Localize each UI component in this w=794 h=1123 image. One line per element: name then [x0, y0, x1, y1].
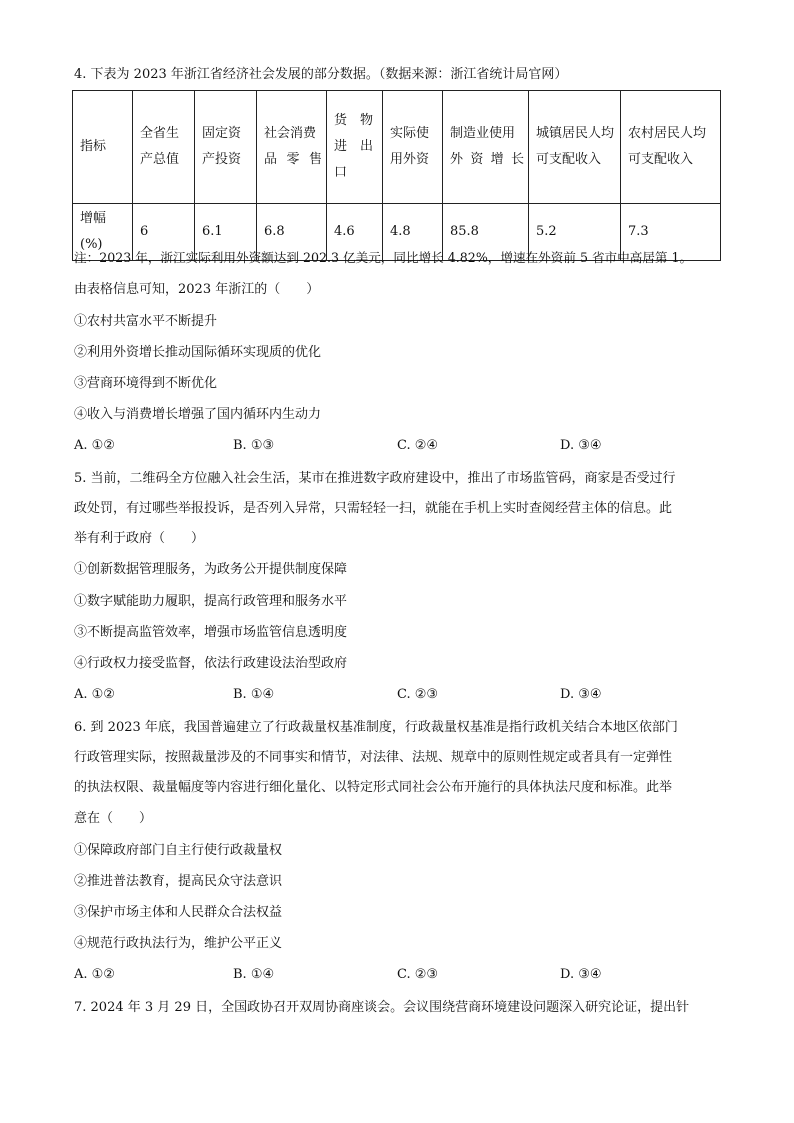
option-a[interactable]: A. ①② [74, 687, 115, 702]
option-d[interactable]: D. ③④ [560, 687, 602, 702]
q5-item-3: ③不断提高监管效率，增强市场监管信息透明度 [74, 625, 348, 640]
economic-data-table [72, 90, 721, 261]
header-cell: 社会消费品零售 [257, 91, 327, 204]
q5-options [74, 686, 724, 704]
q5-item-4: ④行政权力接受监督，依法行政建设法治型政府 [74, 656, 348, 671]
table-cell: 增幅(%) [73, 204, 133, 261]
header-cell: 货 物进 出口 [327, 91, 383, 204]
q4-options [74, 437, 724, 455]
q5-stem-line-1: 5. 当前，二维码全方位融入社会生活，某市在推进数字政府建设中，推出了市场监管码，商家是否受过行 [74, 471, 676, 486]
q4-note: 注：2023 年，浙江实际利用外资额达到 202.3 亿美元，同比增长 4.82%，增速在外资前 5 省市中高居第 1。 [74, 250, 693, 265]
q5-item-1: ①创新数据管理服务，为政务公开提供制度保障 [74, 562, 348, 577]
option-b[interactable]: B. ①④ [233, 967, 275, 982]
table-cell: 5.2 [529, 204, 621, 261]
table-cell: 4.6 [327, 204, 383, 261]
option-c[interactable]: C. ②③ [397, 687, 439, 702]
table-cell: 6.1 [195, 204, 257, 261]
option-c[interactable]: C. ②④ [397, 438, 439, 453]
q7-stem-line-1: 7. 2024 年 3 月 29 日，全国政协召开双周协商座谈会。会议围绕营商环境建设问题深入研究论证，提出针 [74, 1000, 690, 1015]
table-cell: 6.8 [257, 204, 327, 261]
option-d[interactable]: D. ③④ [560, 967, 602, 982]
q5-stem-line-3: 举有利于政府（ ） [74, 531, 205, 546]
q4-item-3: ③营商环境得到不断优化 [74, 376, 218, 391]
table-cell: 6 [133, 204, 195, 261]
q5-item-2: ①数字赋能助力履职，提高行政管理和服务水平 [74, 594, 348, 609]
q6-item-4: ④规范行政执法行为，维护公平正义 [74, 936, 283, 951]
header-cell: 城镇居民人均可支配收入 [529, 91, 621, 204]
q6-stem-line-2: 行政管理实际，按照裁量涉及的不同事实和情节，对法律、法规、规章中的原则性规定或者具有一定弹性 [74, 750, 673, 765]
q6-stem-line-3: 的执法权限、裁量幅度等内容进行细化量化、以特定形式同社会公布开施行的具体执法尺度和标准。此举 [74, 780, 673, 795]
q4-item-1: ①农村共富水平不断提升 [74, 314, 218, 329]
header-cell: 全省生产总值 [133, 91, 195, 204]
q4-item-2: ②利用外资增长推动国际循环实现质的优化 [74, 345, 322, 360]
header-cell: 制造业使用外资增长 [443, 91, 529, 204]
table-header-row [73, 91, 721, 204]
option-d[interactable]: D. ③④ [560, 438, 602, 453]
q4-question: 由表格信息可知，2023 年浙江的（ ） [74, 282, 320, 297]
option-a[interactable]: A. ①② [74, 967, 115, 982]
option-b[interactable]: B. ①③ [233, 438, 275, 453]
q6-item-1: ①保障政府部门自主行使行政裁量权 [74, 843, 283, 858]
option-a[interactable]: A. ①② [74, 438, 115, 453]
table-cell: 85.8 [443, 204, 529, 261]
header-cell: 指标 [73, 91, 133, 204]
table-cell: 4.8 [383, 204, 443, 261]
q4-item-4: ④收入与消费增长增强了国内循环内生动力 [74, 407, 322, 422]
q4-stem: 4. 下表为 2023 年浙江省经济社会发展的部分数据。（数据来源：浙江省统计局官网） [74, 67, 568, 82]
header-cell: 农村居民人均可支配收入 [621, 91, 721, 204]
table-cell: 7.3 [621, 204, 721, 261]
q5-stem-line-2: 政处罚，有过哪些举报投诉，是否列入异常，只需轻轻一扫，就能在手机上实时查阅经营主体的信息。此 [74, 501, 673, 516]
option-b[interactable]: B. ①④ [233, 687, 275, 702]
q6-item-3: ③保护市场主体和人民群众合法权益 [74, 905, 283, 920]
option-c[interactable]: C. ②③ [397, 967, 439, 982]
q6-item-2: ②推进普法教育，提高民众守法意识 [74, 874, 283, 889]
header-cell: 实际使用外资 [383, 91, 443, 204]
header-cell: 固定资产投资 [195, 91, 257, 204]
q6-stem-line-4: 意在（ ） [74, 811, 153, 826]
q6-stem-line-1: 6. 到 2023 年底，我国普遍建立了行政裁量权基准制度，行政裁量权基准是指行政机关结合本地区依部门 [74, 720, 678, 735]
q6-options [74, 966, 724, 984]
